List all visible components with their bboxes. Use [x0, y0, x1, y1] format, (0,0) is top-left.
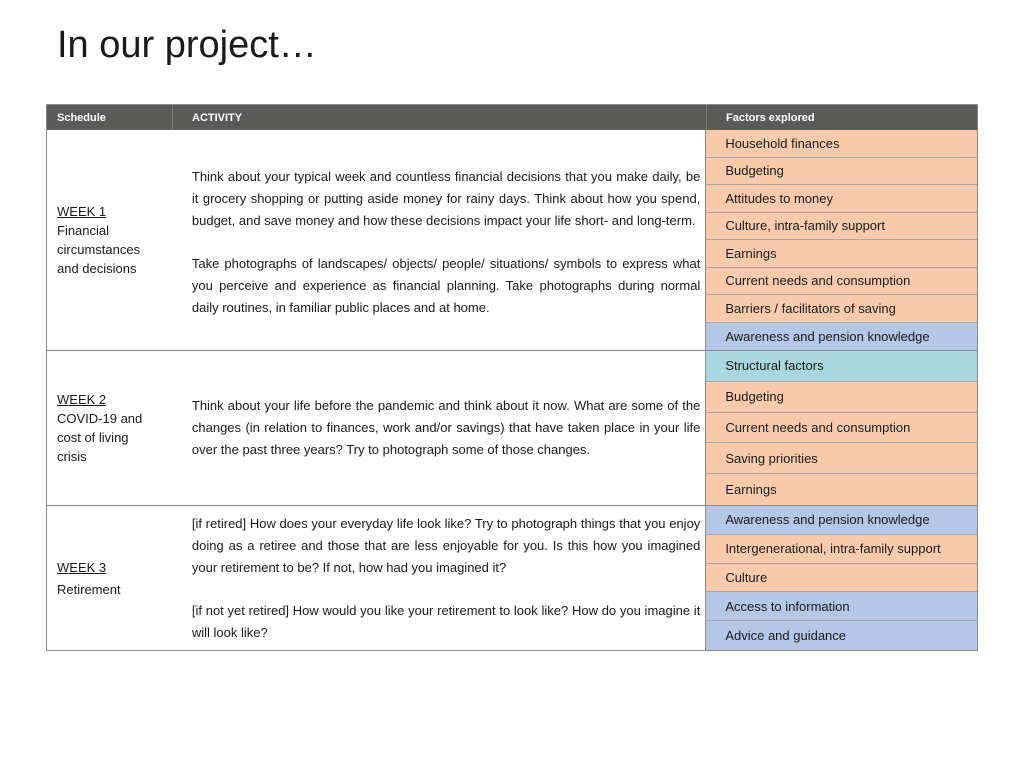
activity-paragraph: Think about your life before the pandemic and think about it now. What are some of the changes (in relation to finances, work and/or savings) that have taken place in your life over the past three years? Try to photograph some of those changes.: [191, 398, 701, 457]
header-activity: ACTIVITY: [192, 112, 243, 124]
factors-cell: [705, 351, 977, 505]
factor-item: Earnings: [706, 240, 977, 268]
week-label: WEEK 1: [57, 204, 107, 219]
factor-item: Advice and guidance: [706, 621, 977, 650]
factor-item: Barriers / facilitators of saving: [706, 295, 977, 323]
factor-item: Awareness and pension knowledge: [706, 323, 977, 351]
activity-cell: [171, 506, 705, 650]
page-title: In our project…: [57, 24, 317, 66]
activity-paragraph: Take photographs of landscapes/ objects/ people/ situations/ symbols to express what you perceive and experience as financial planning. Take photographs during normal daily routines, in familiar public places and at home.: [191, 255, 701, 315]
activity-paragraph: Think about your typical week and countless financial decisions that you make daily, be it grocery shopping or putting aside money for rainy days. Think about how you spend, budget, and save money and how these decisions impact your life short- and long-term.: [191, 168, 701, 228]
factor-item: Budgeting: [706, 158, 977, 186]
header-factors: Factors explored: [726, 112, 815, 124]
project-schedule-table: [46, 104, 978, 651]
factor-item: Structural factors: [706, 351, 977, 382]
week-topic-line: circumstances: [57, 242, 141, 257]
week-topic-line: COVID-19 and: [57, 411, 143, 426]
factor-item: Awareness and pension knowledge: [706, 506, 977, 535]
factor-item: Earnings: [706, 474, 977, 505]
factor-item: Access to information: [706, 592, 977, 621]
factors-cell: [705, 130, 977, 350]
week-topic-line: crisis: [57, 449, 87, 464]
week-label: WEEK 3: [57, 559, 107, 575]
week-2-row: [47, 350, 977, 505]
week-topic-line: Financial: [57, 223, 110, 238]
factor-item: Culture, intra-family support: [706, 213, 977, 241]
factor-item: Culture: [706, 564, 977, 593]
activity-cell: [171, 130, 705, 350]
factor-item: Budgeting: [706, 382, 977, 413]
week-1-row: [47, 130, 977, 350]
factor-item: Saving priorities: [706, 443, 977, 474]
week-3-row: [47, 505, 977, 650]
week-topic-line: Retirement: [57, 581, 121, 597]
factor-item: Household finances: [706, 130, 977, 158]
activity-cell: [171, 351, 705, 505]
week-topic-line: cost of living: [57, 430, 129, 445]
schedule-cell: [47, 506, 171, 650]
activity-paragraph: [if not yet retired] How would you like your retirement to look like? How do you imagine it will look like?: [191, 602, 701, 640]
factor-item: Current needs and consumption: [706, 268, 977, 296]
factor-item: Attitudes to money: [706, 185, 977, 213]
week-label: WEEK 2: [57, 392, 107, 407]
schedule-cell: [47, 351, 171, 505]
header-schedule: Schedule: [57, 112, 106, 124]
factor-item: Current needs and consumption: [706, 413, 977, 444]
table-header: [47, 105, 977, 130]
factor-item: Intergenerational, intra-family support: [706, 535, 977, 564]
activity-paragraph: [if retired] How does your everyday life look like? Try to photograph things that you enjoy doing as a retiree and those that are less enjoyable for you. Is this how you imagined your retirement to be? If not, how had you imagined it?: [191, 515, 701, 575]
schedule-cell: [47, 130, 171, 350]
week-topic-line: and decisions: [57, 261, 137, 276]
factors-cell: [705, 506, 977, 650]
